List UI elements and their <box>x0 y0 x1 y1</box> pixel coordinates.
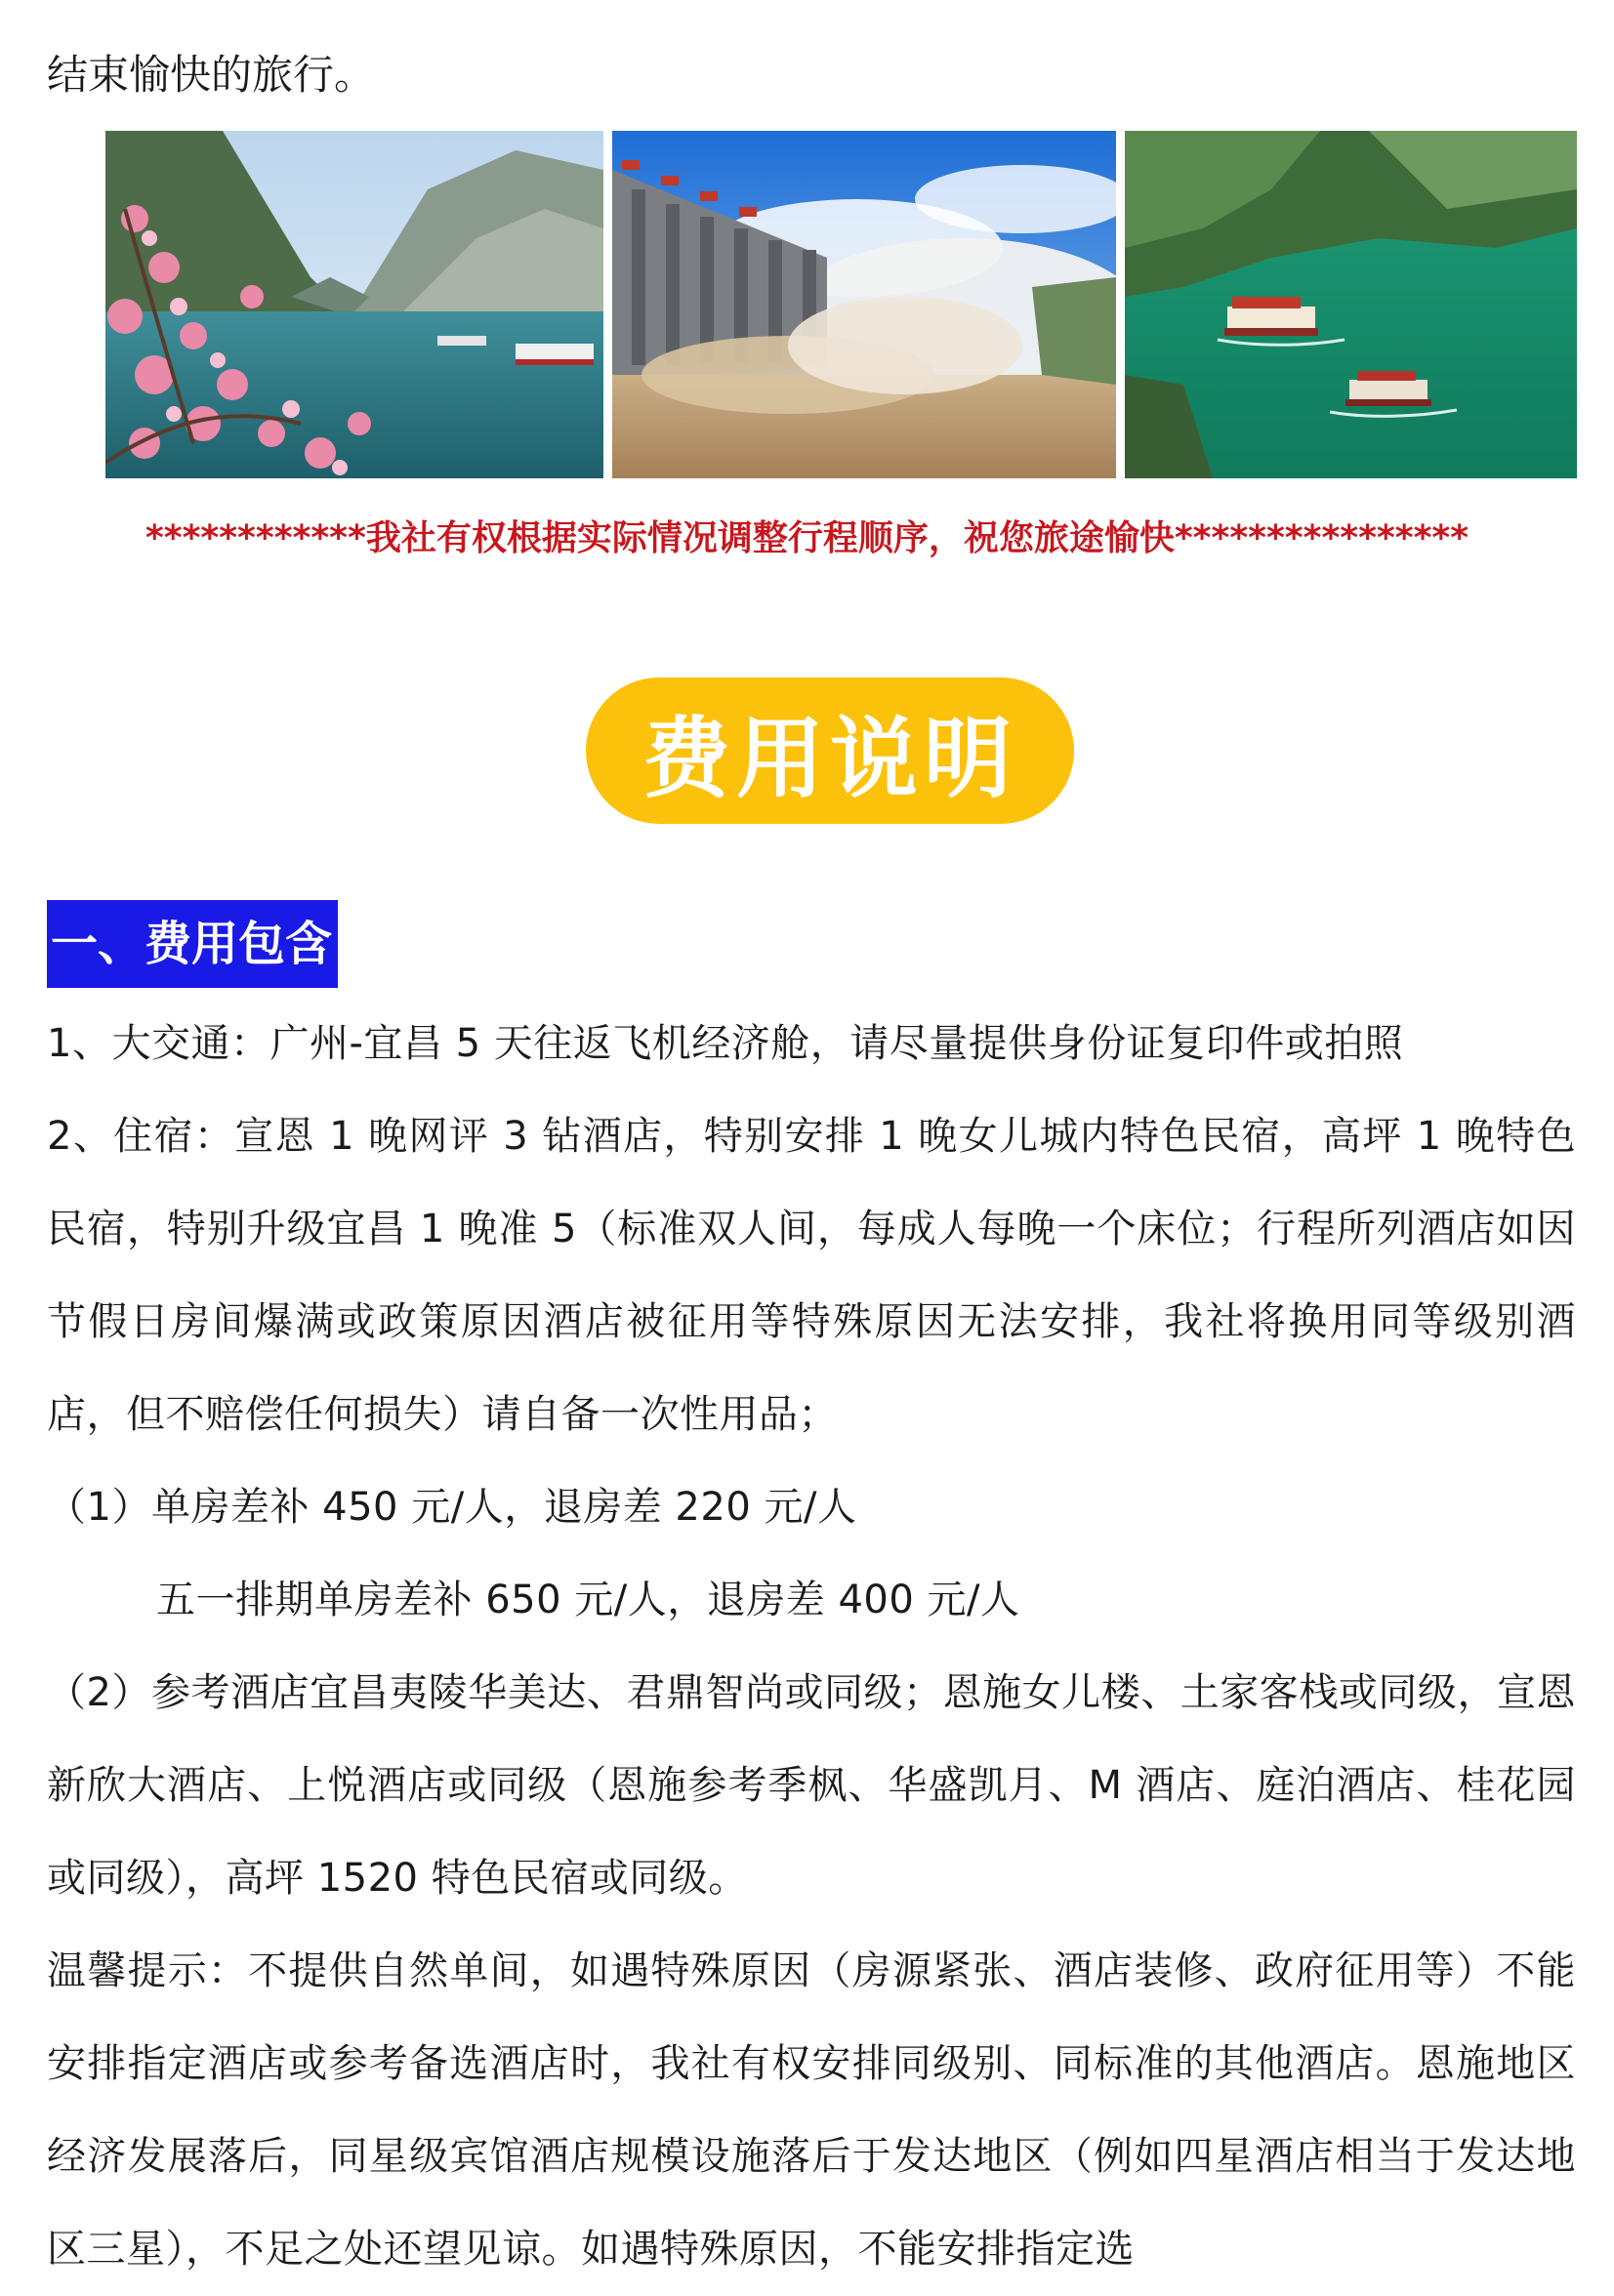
photo-strip <box>105 131 1577 478</box>
section-heading-fees-included: 一、费用包含 <box>47 900 338 988</box>
three-gorges-peach-blossom-photo <box>105 131 603 478</box>
paragraph-warm-tips: 温馨提示：不提供自然单间，如遇特殊原因（房源紧张、酒店装修、政府征用等）不能安排指定酒店或参考备选酒店时，我社有权安排同级别、同标准的其他酒店。恩施地区经济发展落后，同星级宾馆酒店规模设施落后于发达地区（例如四星酒店相当于发达地区三星），不足之处还望见谅。如遇特殊原因，不能安排指定选 <box>47 1948 1576 2272</box>
fee-description-title-badge <box>586 677 1074 824</box>
paragraph-may-day-supplement: 五一排期单房差补 650 元/人，退房差 400 元/人 <box>156 1578 1020 1622</box>
dam-spillway-photo <box>612 131 1116 478</box>
paragraph-single-room-supplement: （1）单房差补 450 元/人，退房差 220 元/人 <box>47 1485 857 1530</box>
intro-text: 结束愉快的旅行。 <box>47 51 376 99</box>
green-river-boats-photo <box>1125 131 1577 478</box>
paragraph-reference-hotels: （2）参考酒店宜昌夷陵华美达、君鼎智尚或同级；恩施女儿楼、土家客栈或同级，宣恩新欣大酒店、上悦酒店或同级（恩施参考季枫、华盛凯月、M 酒店、庭泊酒店、桂花园或同级），高坪 1520 特色民宿或同级。 <box>47 1670 1576 1901</box>
page-title: 费用说明 <box>642 707 1017 810</box>
itinerary-adjust-notice: ************我社有权根据实际情况调整行程顺序，祝您旅途愉快**************** <box>145 518 1469 558</box>
paragraph-accommodation: 2、住宿：宣恩 1 晚网评 3 钻酒店，特别安排 1 晚女儿城内特色民宿，高坪 1 晚特色民宿，特别升级宜昌 1 晚准 5（标准双人间，每成人每晚一个床位；行程所列酒店如因节假日房间爆满或政策原因酒店被征用等特殊原因无法安排，我社将换用同等级别酒店，但不赔偿任何损失）请自备一次性用品； <box>47 1114 1576 1437</box>
paragraph-transport: 1、大交通：广州-宜昌 5 天往返飞机经济舱，请尽量提供身份证复印件或拍照 <box>47 1021 1404 1066</box>
